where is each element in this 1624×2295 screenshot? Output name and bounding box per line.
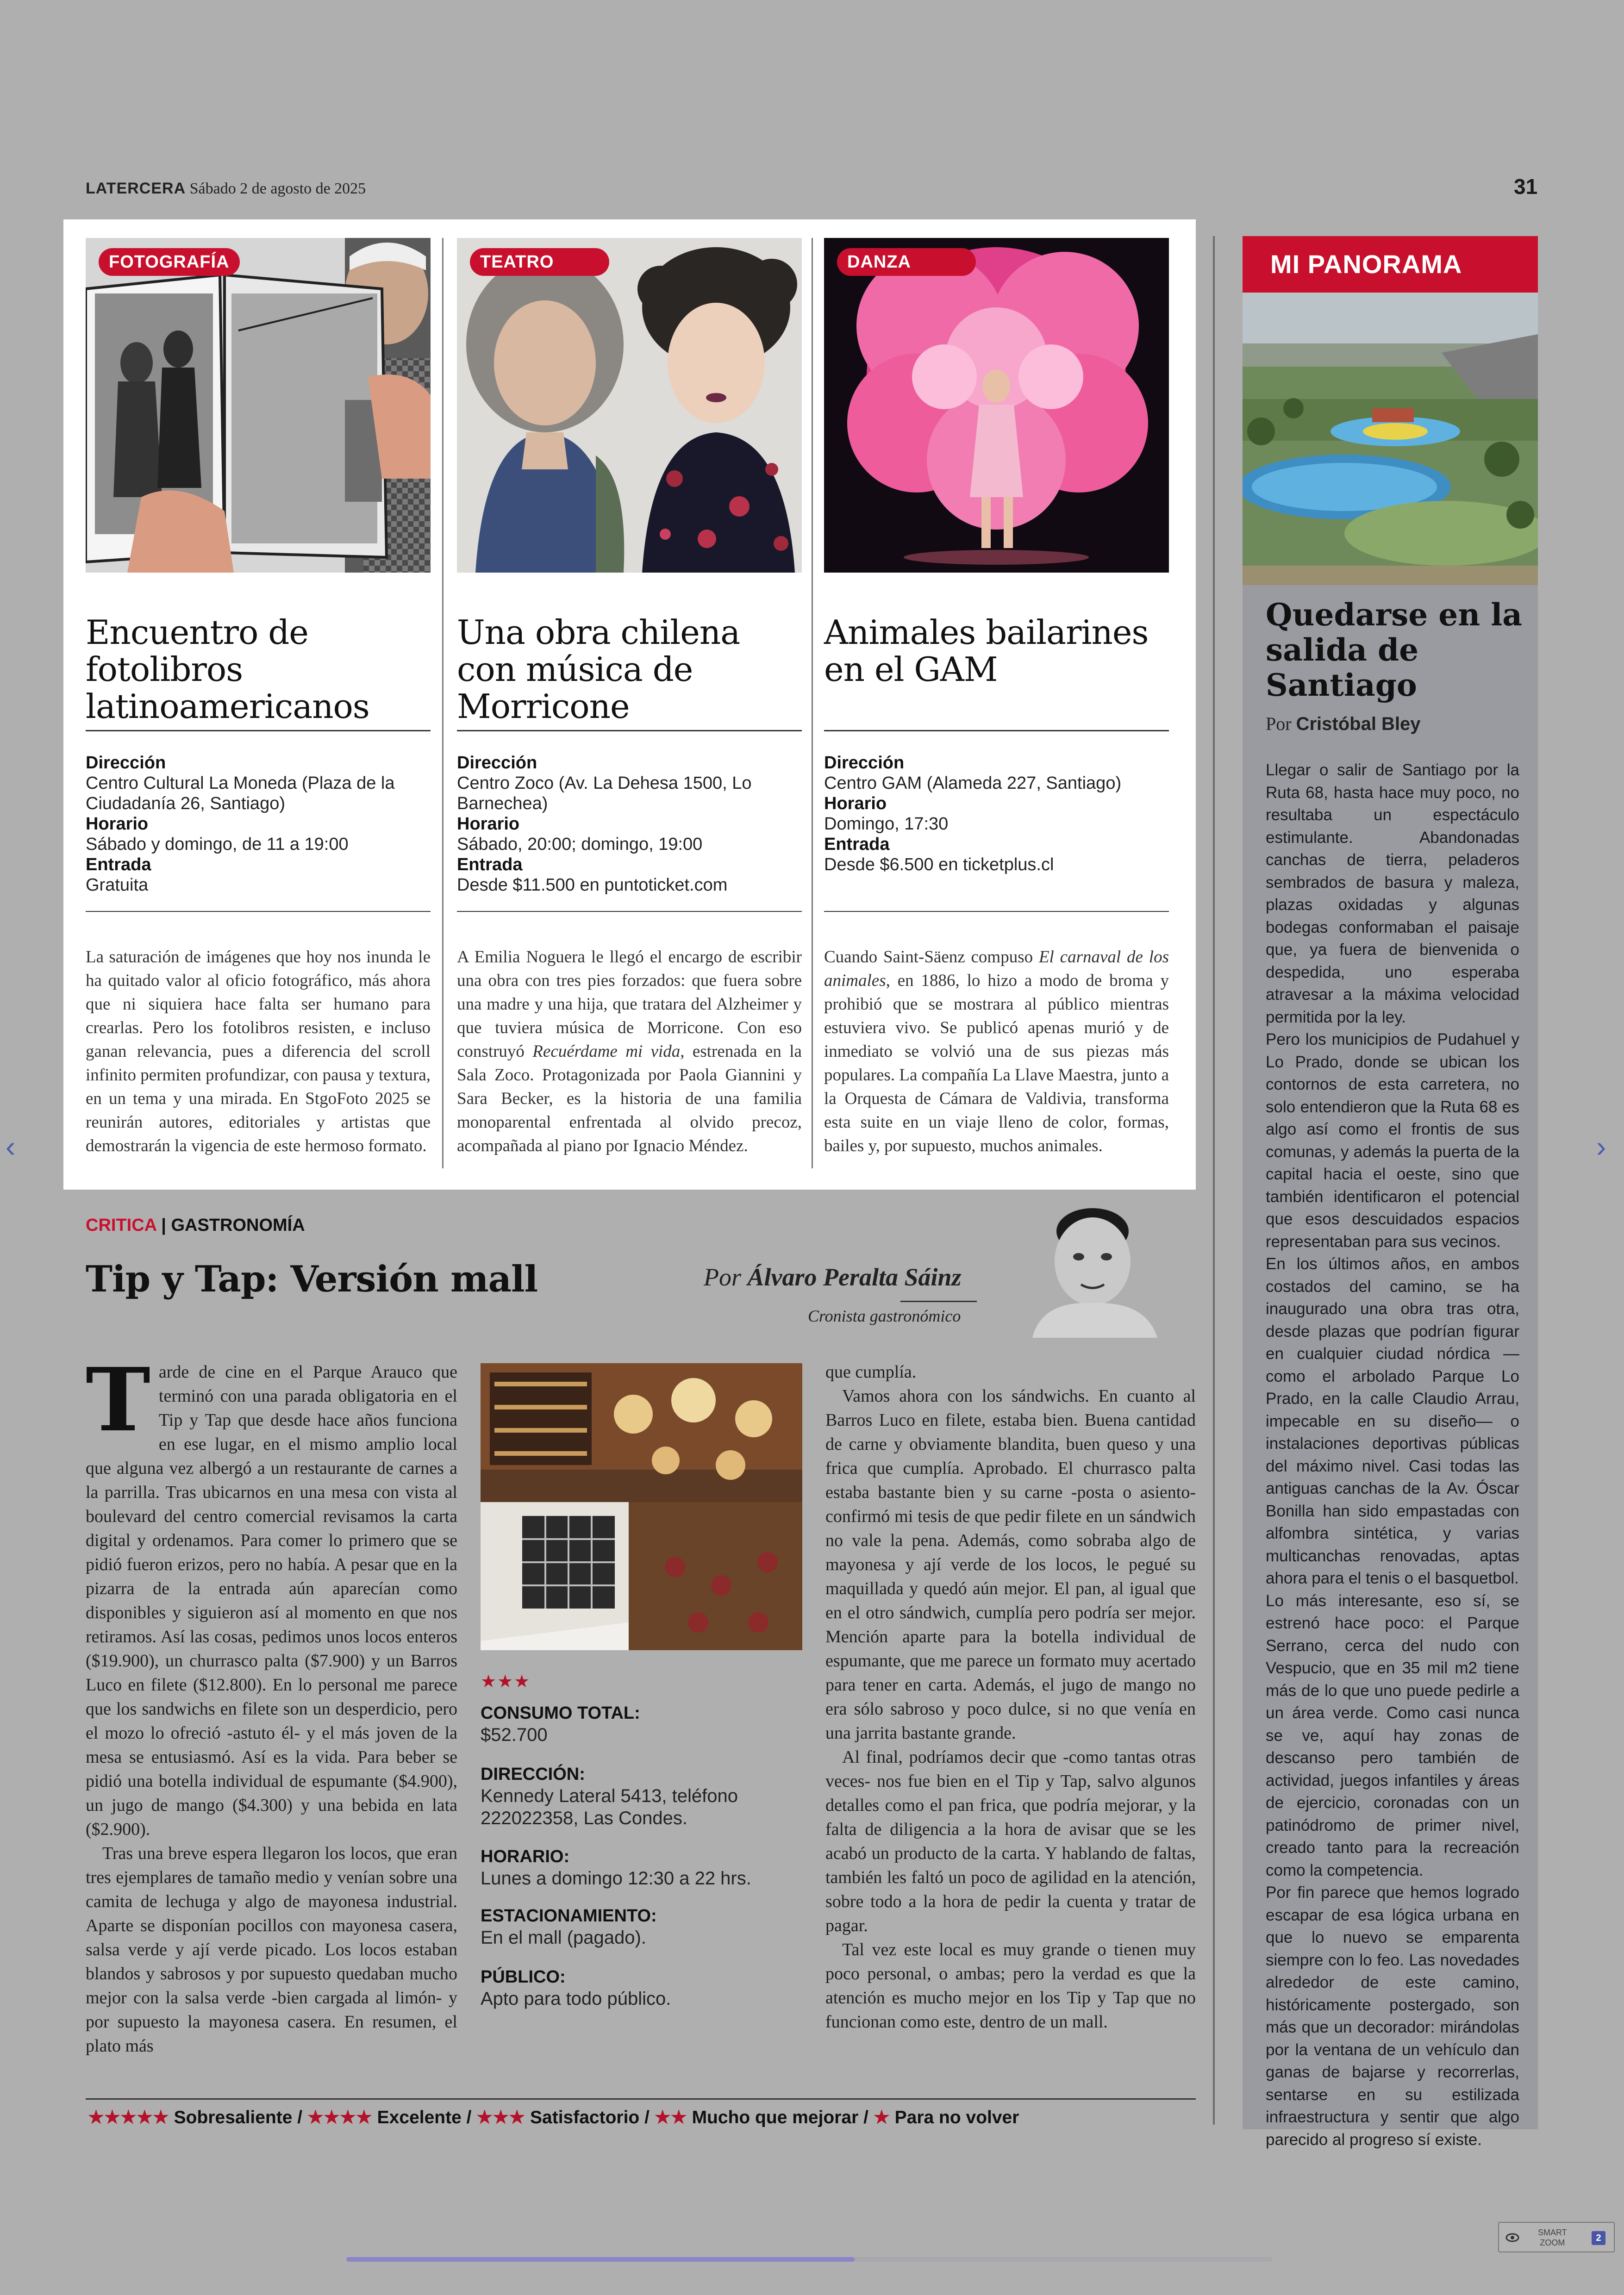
sidebar-banner: MI PANORAMA (1243, 236, 1538, 293)
direccion-label: Dirección (86, 753, 166, 773)
sidebar-paragraph: Pero los municipios de Pudahuel y Lo Prado, donde se ubican los contornos de esta carretera, no solo entendieron que la Ruta 68 es algo así como el frontis de sus comunas, y además la puerta de la capital hacia el oeste, sino que también identificaron el potencial que esos descuidados espacios representaban para sus vecinos. (1266, 1030, 1519, 1251)
divider (86, 911, 431, 912)
body-text: , en 1886, lo hizo a modo de broma y prohibió que se mostrara al público mientras estuviera vivo. Se publicó apenas murió y de inmediato se volvió una de sus piezas más populares. La compañía La Llave Maestra, junto a la Orquesta de Cámara de Valdivia, transforma esta suite en un viaje lleno de color, formas, bailes y, por supuesto, muchos animales. (824, 971, 1169, 1155)
review-paragraph (86, 1349, 457, 1841)
legend-stars: ★★ (654, 2108, 687, 2127)
legend-separator: / (292, 2108, 307, 2127)
play-title: Recuérdame mi vida (532, 1042, 681, 1061)
drop-cap: T (86, 1349, 150, 1451)
sidebar-paragraph: En los últimos años, en ambos costados del camino, se ha inaugurado una obra tras otra, desde plazas que podrían figurar en cualquier ciudad nórdica —como el arbolado Parque Lo Prado, en la calle Claudio Arrau, impecable en su diseño— o instalaciones deportivas públicas del máximo nivel. Casi todas las antiguas canchas de la Av. Óscar Bonilla han sido empastadas con alfombra sintética, y varias multicanchas renovadas, aptas ahora para el tenis o el basquetbol. (1266, 1255, 1519, 1587)
column-divider (442, 238, 443, 1168)
sidebar-author: Cristóbal Bley (1296, 714, 1421, 734)
sidebar-text (1266, 759, 1519, 2151)
direccion-label: Dirección (457, 753, 537, 773)
horario-value: Domingo, 17:30 (824, 814, 949, 834)
by-prefix: Por (704, 1263, 748, 1291)
legend-stars: ★ (873, 2108, 890, 2127)
review-paragraph: Vamos ahora con los sándwichs. En cuanto al Barros Luco en filete, estaba bien. Buena cantidad de carne y obviamente blandita, buen queso y una frica que cumplía. Aprobado. El churrasco palta estaba bastante bien y su carne -posta o asiento- confirmó mi tesis de que pedir filete en un sándwich no vale la pena. Además, como sobraba algo de mayonesa y ají verde de los locos, le pegué su maquillada y quedó aún mejor. El pan, al igual que en el otro sándwich, cumplía pero podría ser mejor. Mención aparte para la botella individual de espumante, que me parece un formato muy acertado para tener en carta. Además, el jugo de mango no era sólo sabroso y poco dulce, si no que venía en una jarrita bastante grande. (825, 1386, 1196, 1743)
review-paragraph: que cumplía. (825, 1362, 917, 1382)
newspaper-brand: LATERCERA (86, 180, 186, 197)
horario-value: Sábado y domingo, de 11 a 19:00 (86, 835, 349, 854)
smart-zoom-label (1538, 2227, 1567, 2248)
photo-restaurant (481, 1363, 802, 1650)
paragraph-text: arde de cine en el Parque Arauco que terminó con una parada obligatoria en el Tip y Tap que desde hace años funciona en ese lugar, en el mismo amplio local que alguna vez albergó a un restaurante de carnes a la parrilla. Tras ubicarnos en una mesa con vista al boulevard del centro comercial revisamos la carta digital y ordenamos. Para comer lo primero que se pidió fueron erizos, pero no había. A pesar que en la pizarra de la entrada aún aparecían como disponibles y siguieron así al momento en que nos retiramos. Así las cosas, pedimos unos locos enteros ($19.900), un churrasco palta ($7.900) y un Barros Luco en filete ($12.800). En lo personal me parece que los sandwichs en filete son un desperdicio, pero el mozo lo ofreció -astuto él- y el más joven de la mesa se entusiasmó. Así es la vida. Para beber se pidió una botella individual de espumante ($4.900), un jugo de mango ($4.300) y una bebida en lata ($2.900). (86, 1362, 457, 1839)
sidebar-title: Quedarse en la salida de Santiago (1266, 597, 1523, 703)
consumo-label: CONSUMO TOTAL: (481, 1703, 640, 1723)
review-paragraph: Tal vez este local es muy grande o tienen muy poco personal, o ambas; pero la verdad es que la atención es mucho mejor en los Tip y Tap que no funcionan como este, dentro de un mall. (825, 1940, 1196, 2032)
category-tag-danza: DANZA (837, 248, 976, 276)
entrada-value: Desde $11.500 en puntoticket.com (457, 875, 728, 895)
review-paragraph: Tras una breve espera llegaron los locos, que eran tres ejemplares de tamaño medio y venían sobre una camita de lechuga y algo de mayonesa industrial. Aparte se disponían pocillos con mayonesa casera, salsa verde y ají verde picado. Los locos estaban blandos y sabrosos y por supuesto quedaban mucho mejor con la salsa verde -bien cargada al limón- y por supuesto la mayonesa casera. En resumen, el plato más (86, 1844, 457, 2056)
masthead (86, 180, 366, 198)
issue-date: Sábado 2 de agosto de 2025 (189, 180, 366, 197)
publico-label: PÚBLICO: (481, 1967, 566, 1987)
review-column-1 (86, 1349, 457, 2058)
divider (824, 911, 1169, 912)
entrada-value: Desde $6.500 en ticketplus.cl (824, 855, 1054, 874)
kicker-separator: | (156, 1216, 171, 1235)
prev-page-arrow-icon[interactable]: ‹ (6, 1130, 16, 1163)
event-info (457, 753, 802, 895)
review-paragraph: Al final, podríamos decir que -como tantas otras veces- nos fue bien en el Tip y Tap, salvo algunos detalles como el pan frica, que podría mejorar, y la falta de diligencia a la hora de avisar que se les acabó un producto de la carta. Y hablando de faltas, también les faltó un poco de agilidad en la atención, sobre todo a la hora de pedir la cuenta y tratar de pagar. (825, 1747, 1196, 1935)
author-portrait (1023, 1199, 1167, 1338)
work-title: El carnaval de los animales (824, 948, 1169, 990)
legend-separator: / (639, 2108, 655, 2127)
divider (824, 730, 1169, 731)
event-title: Animales bailarines en el GAM (824, 613, 1149, 689)
review-title: Tip y Tap: Versión mall (86, 1258, 538, 1300)
byline-rule (900, 1301, 977, 1302)
legend-label: Mucho que mejorar (692, 2108, 859, 2127)
review-author: Álvaro Peralta Sáinz (747, 1263, 962, 1291)
legend-stars: ★★★★★ (88, 2108, 169, 2127)
body-text: A Emilia Noguera le llegó el encargo de escribir una obra con tres pies forzados: que fuera sobre una madre y una hija, que tratara del Alzheimer y que tuviera música de Morricone. Con eso construyó (457, 948, 802, 1061)
legend-label: Sobresaliente (174, 2108, 293, 2127)
photo-teatro (457, 238, 802, 573)
direccion-value: Centro Cultural La Moneda (Plaza de la Ciudadanía 26, Santiago) (86, 773, 395, 813)
category-tag-fotografia: FOTOGRAFÍA (99, 248, 240, 276)
entrada-label: Entrada (824, 835, 890, 854)
kicker-gastronomia: GASTRONOMÍA (171, 1216, 305, 1235)
estacionamiento-label: ESTACIONAMIENTO: (481, 1906, 657, 1926)
event-info (86, 753, 431, 895)
horario-value: Lunes a domingo 12:30 a 22 hrs. (481, 1868, 751, 1889)
event-body: La saturación de imágenes que hoy nos inunda le ha quitado valor al oficio fotográfico, más ahora que ni siquiera hace falta ser humano para crearlas. Pero los fotolibros resisten, e incluso ganan relevancia, pues a diferencia del scroll infinito permiten profundizar, con pausa y textura, en un tema y una mirada. En StgoFoto 2025 se reunirán autores, editoriales y artistas que demostrarán la vigencia de este hermoso formato. (86, 948, 431, 1155)
legend-stars: ★★★ (476, 2108, 525, 2127)
legend-rule (86, 2098, 1196, 2100)
next-page-arrow-icon[interactable]: › (1596, 1130, 1606, 1163)
event-title: Una obra chilena con música de Morricone (457, 613, 740, 726)
event-info (824, 753, 1169, 875)
sidebar-paragraph: Llegar o salir de Santiago por la Ruta 68, hasta hace muy poco, no resultaba un espectáculo estimulante. Abandonadas canchas de tierra, peladeros sembrados de basura y maleza, plazas oxidadas y algunas bodegas conformaban el paisaje que, ya fuera de bienvenida o despedida, uno esperaba atravesar a la máxima velocidad permitida por la ley. (1266, 761, 1519, 1026)
legend-label: Para no volver (894, 2108, 1019, 2127)
eye-icon (1505, 2232, 1519, 2243)
event-title: Encuentro de fotolibros latinoamericanos (86, 613, 369, 726)
estacionamiento-value: En el mall (pagado). (481, 1927, 646, 1948)
body-text: , estrenada en la Sala Zoco. Protagonizada por Paola Giannini y Sara Becker, es la historia de una familia monoparental enfrentada al olvido precoz, acompañada al piano por Ignacio Méndez. (457, 1042, 802, 1155)
author-role: Cronista gastronómico (808, 1307, 961, 1325)
sidebar-divider (1213, 236, 1215, 2125)
legend-label: Excelente (377, 2108, 462, 2127)
direccion-value: Kennedy Lateral 5413, teléfono 222022358, Las Condes. (481, 1786, 738, 1828)
sidebar-byline (1266, 713, 1421, 735)
section-kicker (86, 1216, 305, 1235)
smart-zoom-line1: SMART (1538, 2228, 1567, 2237)
smart-zoom-line2: ZOOM (1540, 2238, 1565, 2247)
divider (457, 911, 802, 912)
photo-parque (1243, 293, 1538, 585)
entrada-label: Entrada (457, 855, 523, 874)
rating-stars: ★★★ (481, 1672, 531, 1691)
entrada-value: Gratuita (86, 875, 149, 895)
photo-fotolibros (86, 238, 431, 573)
review-byline (704, 1263, 962, 1291)
legend-separator: / (461, 2108, 477, 2127)
sidebar-paragraph: Por fin parece que hemos logrado escapar de esa lógica urbana en que lo nuevo se emparenta siempre con lo feo. Las novedades alrededor de este camino, históricamente postergado, son más que un decorador: mirándolas por la ventana de un vehículo dan ganas de bajarse y recorrerlas, sentarse en su estilizada infraestructura y sentir que algo parecido al progreso sí existe. (1266, 1883, 1519, 2149)
photo-danza (824, 238, 1169, 573)
kicker-critica: CRITICA (86, 1216, 156, 1235)
consumo-value: $52.700 (481, 1725, 548, 1745)
legend-separator: / (858, 2108, 874, 2127)
publico-value: Apto para todo público. (481, 1989, 671, 2009)
horario-label: Horario (457, 814, 520, 834)
horario-label: HORARIO: (481, 1847, 570, 1866)
entrada-label: Entrada (86, 855, 151, 874)
horario-value: Sábado, 20:00; domingo, 19:00 (457, 835, 703, 854)
category-tag-teatro: TEATRO (470, 248, 609, 276)
smart-zoom-button[interactable] (1498, 2222, 1615, 2252)
body-text: Cuando Saint-Säenz compuso (824, 948, 1039, 967)
sidebar-paragraph: Lo más interesante, eso sí, se estrenó hace poco: el Parque Serrano, cerca del nudo con Vespucio, que en 35 mil m2 tiene más de lo que uno puede pedirle a un área verde. Como casi nunca se ve, aquí hay zonas de descanso pero también de actividad, juegos infantiles y áreas de ejercicio, coronadas con un patinódromo de primer nivel, creado tanto para la recreación como la competencia. (1266, 1591, 1519, 1879)
column-divider (812, 238, 813, 1168)
page-badge: 2 (1592, 2231, 1605, 2245)
divider (86, 730, 431, 731)
horario-label: Horario (824, 794, 887, 813)
by-prefix: Por (1266, 713, 1292, 734)
divider (457, 730, 802, 731)
legend-label: Satisfactorio (530, 2108, 640, 2127)
legend-stars: ★★★★ (307, 2108, 372, 2127)
scrollbar-thumb[interactable] (346, 2257, 855, 2262)
event-body (457, 945, 802, 1158)
direccion-value: Centro Zoco (Av. La Dehesa 1500, Lo Barnechea) (457, 773, 752, 813)
mi-panorama-sidebar (1243, 236, 1538, 2149)
events-box (63, 219, 1196, 1190)
direccion-label: Dirección (824, 753, 905, 773)
rating-legend (88, 2107, 1019, 2128)
direccion-value: Centro GAM (Alameda 227, Santiago) (824, 773, 1122, 793)
direccion-label: DIRECCIÓN: (481, 1765, 585, 1784)
review-column-3 (825, 1360, 1196, 2034)
page-number: 31 (1514, 175, 1538, 199)
horario-label: Horario (86, 814, 149, 834)
event-body (824, 945, 1169, 1158)
